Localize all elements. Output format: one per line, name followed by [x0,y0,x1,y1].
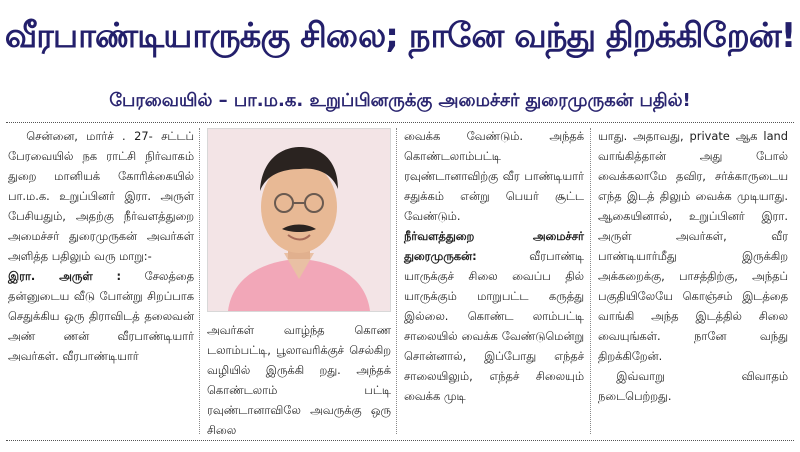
reply-paragraph [404,226,584,406]
top-divider [6,122,794,123]
dateline-paragraph: சென்னை, மார்ச் . 27- சட்டப் பேரவையில் நக ராட்சி நிர்வாகம் துறை மானியக் கோரிக்கையில் பா.ம.க. உறுப்பினர் இரா. அருள் பேசியதும், அதற்கு நீர்வளத்துறை அமைச்சர் துரைமுருகன் அவர்கள் அளித்த பதிலும் வரு மாறு:- [8,129,194,263]
speaker-name: இரா. அருள் : [8,269,122,283]
closing-paragraph: இவ்வாறு விவாதம் நடைபெற்றது. [598,369,788,403]
reply-text: வீரபாண்டி யாருக்குச் சிலை வைப்ப தில் யாருக்கும் மாறுபட்ட கருத்து இல்லை. கொண்ட லாம்பட்டி சாலையில் வைக்க வேண்டுமென்று சொன்னால், இப்போது எந்தச் சாலையிலும், எந்தச் சிலையும் வைக்க முடி [404,249,584,403]
article-column-4 [598,126,788,406]
headline: வீரபாண்டியாருக்கு சிலை; நானே வந்து திறக்கிறேன்! [4,16,796,56]
article-column-2 [207,320,391,440]
column-separator [199,128,200,434]
speech-paragraph-continued: வைக்க வேண்டும். அந்தக் கொண்டலாம்பட்டி ரவுண்டானாவிற்கு வீர பாண்டியார் சதுக்கம் என்று பெயர் சூட்ட வேண்டும். [404,129,584,223]
article-column-3 [404,126,584,406]
speech-paragraph-continued: அவர்கள் வாழ்ந்த கொண டலாம்பட்டி, பூலாவரிக்குச் செல்கிற வழியில் இருக்கி றது. அந்தக் கொண்டலாம் பட்டி ரவுண்டானாவிலே அவருக்கு ஒரு சிலை [207,323,391,437]
portrait-photo [207,128,391,312]
portrait-image [208,129,390,311]
speech-text: சேலத்தை தன்னுடைய வீடு போன்று சிறப்பாக செதுக்கிய ஒரு திராவிடத் தலைவன் அண் ணன் வீரபாண்டியார் அவர்கள். வீரபாண்டியார் [8,269,194,363]
column-separator [396,128,397,434]
speech-paragraph [8,266,194,366]
reply-paragraph-continued: யாது. அதாவது, private ஆக land வாங்கித்தான் அது போல் வைக்கலாமே தவிர, சர்க்காருடைய எந்த இடத் திலும் வைக்க முடியாது. ஆகையினால், உறுப்பினர் இரா. அருள் அவர்கள், வீர பாண்டியார்மீது இருக்கிற அக்கறைக்கு, பாசத்திற்கு, அந்தப் பகுதியிலேயே கொஞ்சம் இடத்தை வாங்கி அந்த இடத்தில் சிலை வையுங்கள். நானே வந்து திறக்கிறேன். [598,129,788,363]
speaker-name: நீர்வளத்துறை அமைச்சர் துரைமுருகன்: [404,229,584,263]
column-separator [590,128,591,434]
bottom-divider [6,440,794,441]
subheadline: பேரவையில் – பா.ம.க. உறுப்பினருக்கு அமைச்சர் துரைமுருகன் பதில்! [109,90,691,111]
article-column-1 [8,126,194,366]
